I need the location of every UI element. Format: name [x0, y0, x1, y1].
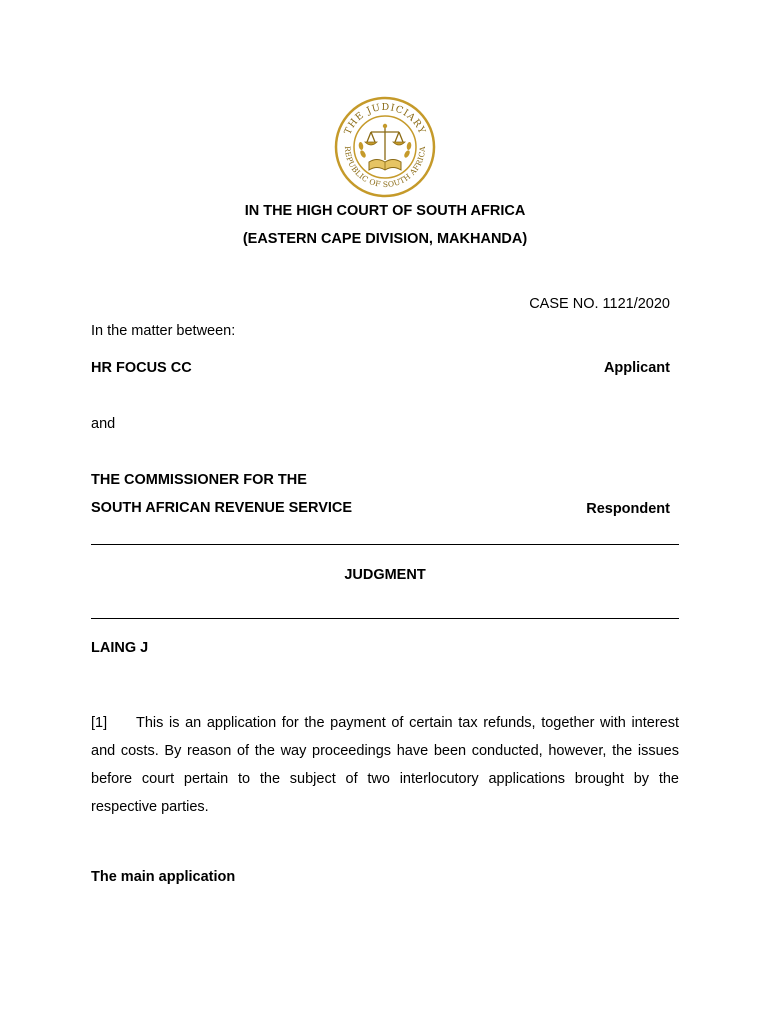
- paragraph-number: [1]: [91, 715, 108, 731]
- judge-name: LAING J: [91, 640, 149, 656]
- judiciary-crest-logo: [334, 96, 436, 198]
- court-name: IN THE HIGH COURT OF SOUTH AFRICA: [244, 203, 526, 219]
- crest-top-text: THE JUDICIARY: [342, 101, 428, 137]
- respondent-role: Respondent: [586, 501, 670, 517]
- section-heading: The main application: [91, 869, 236, 885]
- crest-bottom-text: REPUBLIC OF SOUTH AFRICA: [342, 145, 428, 190]
- judgment-heading: JUDGMENT: [344, 567, 426, 583]
- applicant-role: Applicant: [603, 360, 670, 376]
- bottom-divider: [91, 618, 679, 619]
- matter-intro: In the matter between:: [91, 323, 236, 339]
- conjunction-and: and: [91, 416, 116, 432]
- paragraph-text: This is an application for the payment of certain tax refunds, together with interest and costs. By reason of the way proceedings have been conducted, however, the issues before court pertain to the subject of two interlocutory applications brought by the respective parties.: [91, 715, 679, 815]
- case-number: CASE NO. 1121/2020: [529, 296, 670, 312]
- top-divider: [91, 544, 679, 545]
- respondent-name-line1: THE COMMISSIONER FOR THE: [91, 472, 307, 488]
- respondent-name-line2: SOUTH AFRICAN REVENUE SERVICE: [91, 500, 353, 516]
- applicant-name: HR FOCUS CC: [91, 360, 192, 376]
- court-division: (EASTERN CAPE DIVISION, MAKHANDA): [242, 231, 528, 247]
- paragraph-1: [91, 709, 679, 821]
